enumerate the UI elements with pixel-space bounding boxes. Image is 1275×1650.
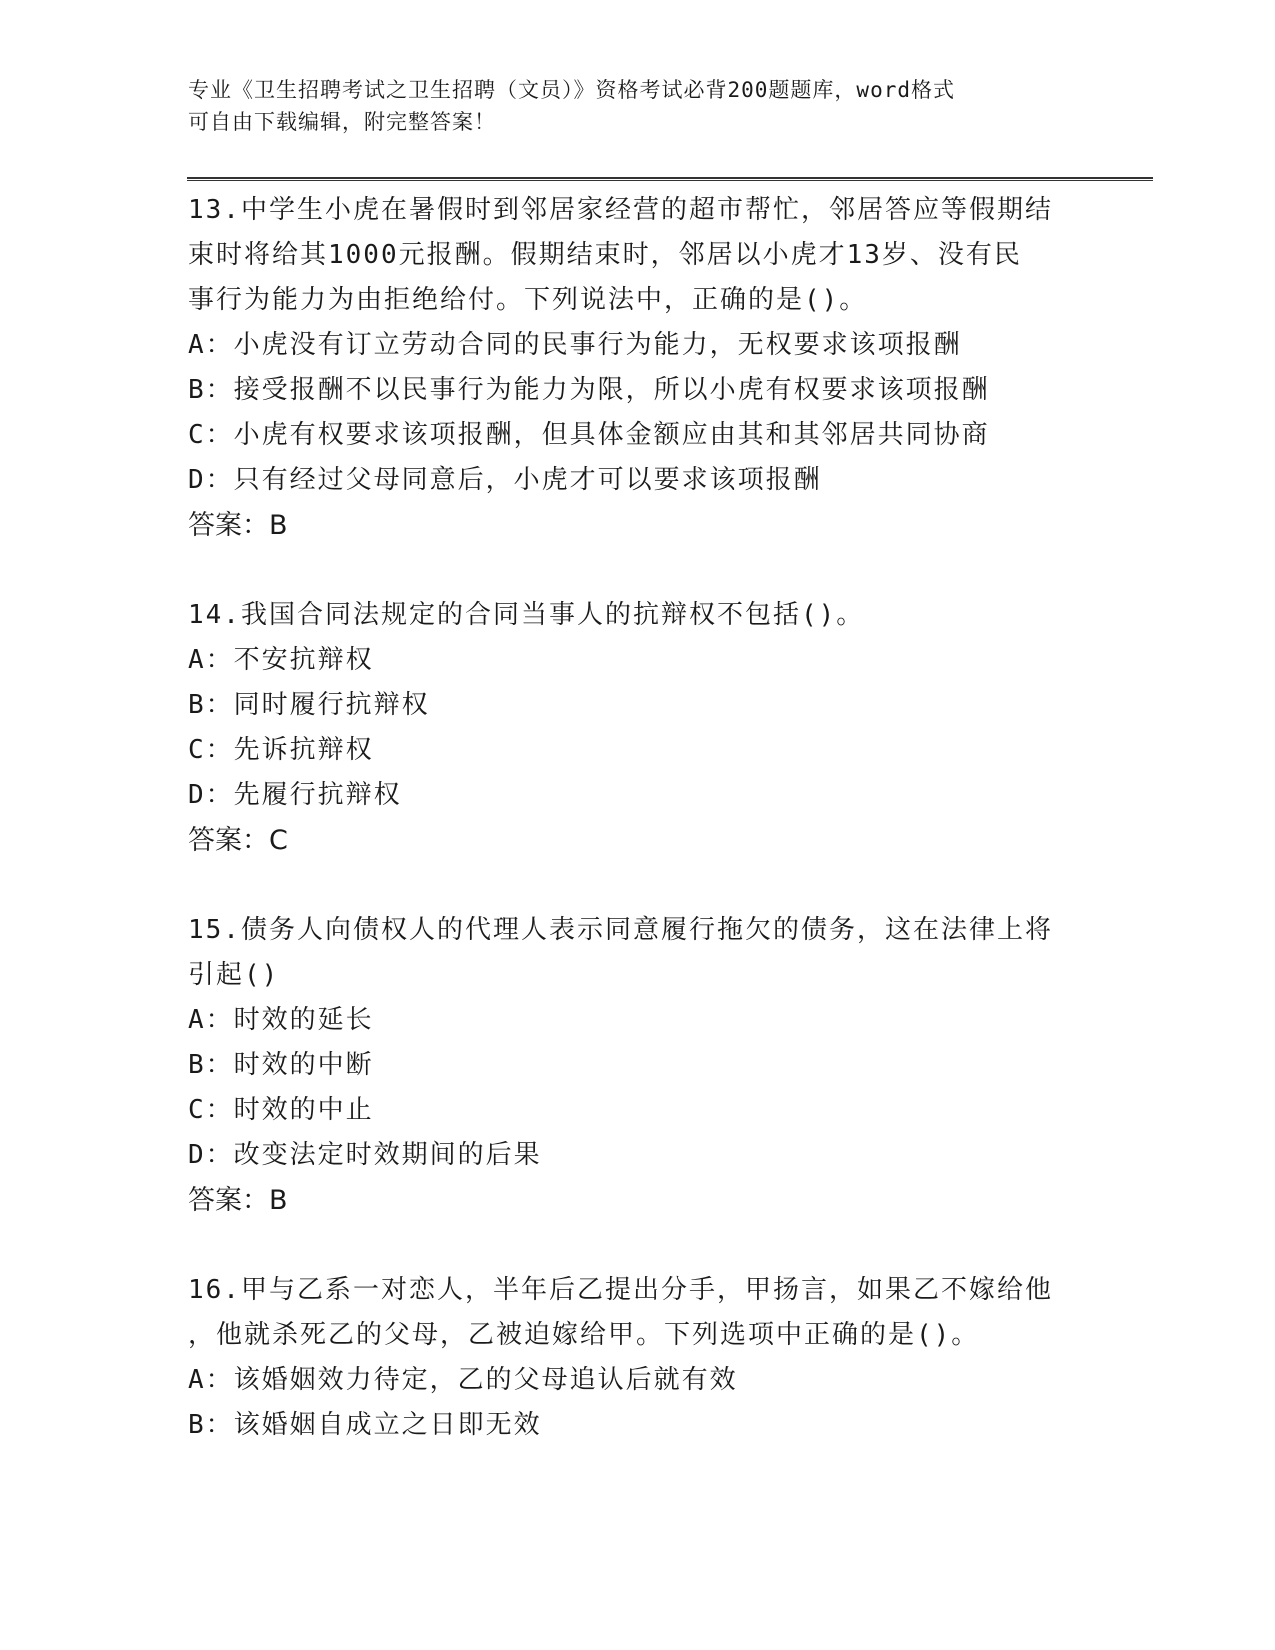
question-stem-line: 引起() bbox=[188, 960, 280, 990]
question-spacer bbox=[188, 1223, 1088, 1268]
option-c: C：先诉抗辩权 bbox=[188, 735, 374, 765]
question-stem-line: 14.我国合同法规定的合同当事人的抗辩权不包括()。 bbox=[188, 600, 865, 630]
option-d: D：先履行抗辩权 bbox=[188, 780, 402, 810]
question-13 bbox=[188, 188, 1088, 593]
answer-label: 答案：B bbox=[188, 510, 288, 541]
option-a: A：该婚姻效力待定，乙的父母追认后就有效 bbox=[188, 1365, 738, 1395]
question-stem-line: 16.甲与乙系一对恋人，半年后乙提出分手，甲扬言，如果乙不嫁给他 bbox=[188, 1275, 1053, 1305]
question-stem-line: 13.中学生小虎在暑假时到邻居家经营的超市帮忙，邻居答应等假期结 bbox=[188, 195, 1053, 225]
option-d: D：只有经过父母同意后，小虎才可以要求该项报酬 bbox=[188, 465, 822, 495]
option-c: C：小虎有权要求该项报酬，但具体金额应由其和其邻居共同协商 bbox=[188, 420, 990, 450]
question-16 bbox=[188, 1268, 1088, 1448]
option-c: C：时效的中止 bbox=[188, 1095, 374, 1125]
option-a: A：时效的延长 bbox=[188, 1005, 374, 1035]
answer-label: 答案：B bbox=[188, 1185, 288, 1216]
question-stem-line: 束时将给其1000元报酬。假期结束时，邻居以小虎才13岁、没有民 bbox=[188, 240, 1022, 270]
question-list bbox=[188, 188, 1088, 1448]
question-spacer bbox=[188, 863, 1088, 908]
question-stem-line: 15.债务人向债权人的代理人表示同意履行拖欠的债务，这在法律上将 bbox=[188, 915, 1053, 945]
option-d: D：改变法定时效期间的后果 bbox=[188, 1140, 542, 1170]
question-15 bbox=[188, 908, 1088, 1268]
header-title-line-1: 专业《卫生招聘考试之卫生招聘（文员）》资格考试必背200题题库，word格式 bbox=[188, 78, 955, 102]
question-spacer bbox=[188, 548, 1088, 593]
document-header bbox=[188, 74, 1068, 138]
answer-label: 答案：C bbox=[188, 825, 288, 856]
option-b: B：接受报酬不以民事行为能力为限，所以小虎有权要求该项报酬 bbox=[188, 375, 990, 405]
question-14 bbox=[188, 593, 1088, 908]
header-title-line-2: 可自由下载编辑，附完整答案！ bbox=[188, 110, 496, 134]
question-stem-line: 事行为能力为由拒绝给付。下列说法中，正确的是()。 bbox=[188, 285, 868, 315]
option-a: A：不安抗辩权 bbox=[188, 645, 374, 675]
option-b: B：同时履行抗辩权 bbox=[188, 690, 430, 720]
header-divider bbox=[187, 177, 1153, 181]
option-b: B：时效的中断 bbox=[188, 1050, 374, 1080]
option-b: B：该婚姻自成立之日即无效 bbox=[188, 1410, 542, 1440]
option-a: A：小虎没有订立劳动合同的民事行为能力，无权要求该项报酬 bbox=[188, 330, 962, 360]
question-stem-line: ，他就杀死乙的父母，乙被迫嫁给甲。下列选项中正确的是()。 bbox=[188, 1320, 980, 1350]
